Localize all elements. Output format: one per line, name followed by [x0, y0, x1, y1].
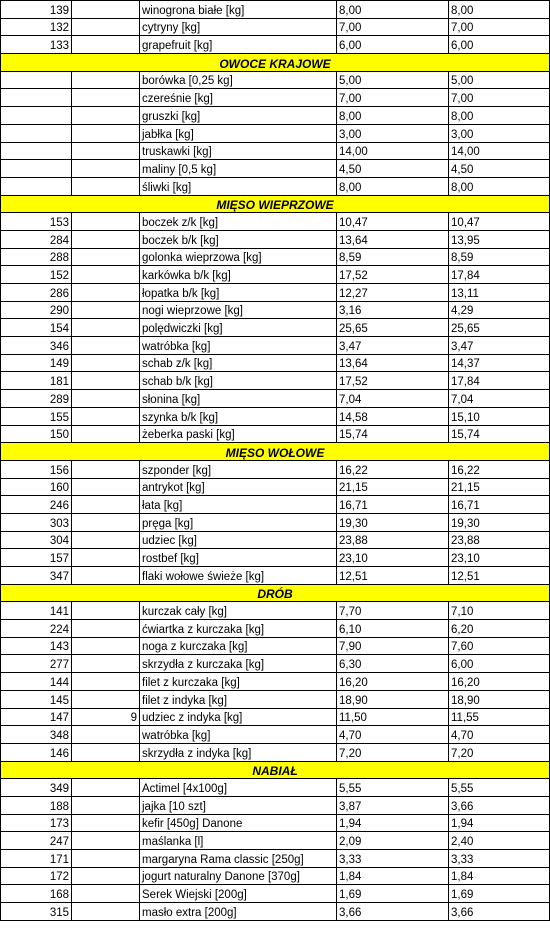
product-id-cell: 188 — [1, 796, 72, 814]
price-old-cell: 12,27 — [337, 284, 449, 302]
product-name-cell: karkówka b/k [kg] — [140, 266, 337, 284]
price-old-cell: 7,70 — [337, 602, 449, 620]
price-old-cell: 23,88 — [337, 531, 449, 549]
product-id-cell: 155 — [1, 407, 72, 425]
product-name-cell: winogrona białe [kg] — [140, 1, 337, 19]
product-code-cell — [72, 18, 140, 36]
price-old-cell: 7,90 — [337, 637, 449, 655]
product-id-cell: 149 — [1, 354, 72, 372]
price-old-cell: 8,59 — [337, 248, 449, 266]
price-new-cell: 7,00 — [449, 18, 550, 36]
product-code-cell — [72, 726, 140, 744]
product-id-cell: 246 — [1, 496, 72, 514]
table-row — [1, 354, 550, 372]
price-old-cell: 10,47 — [337, 213, 449, 231]
table-row — [1, 620, 550, 638]
category-header: NABIAŁ — [1, 761, 550, 779]
price-old-cell: 3,00 — [337, 124, 449, 142]
table-row — [1, 160, 550, 178]
product-name-cell: schab z/k [kg] — [140, 354, 337, 372]
product-name-cell: maślanka [l] — [140, 832, 337, 850]
category-header: OWOCE KRAJOWE — [1, 54, 550, 72]
product-id-cell — [1, 160, 72, 178]
product-name-cell: jabłka [kg] — [140, 124, 337, 142]
table-row — [1, 903, 550, 921]
table-row — [1, 743, 550, 761]
price-new-cell: 13,95 — [449, 230, 550, 248]
product-id-cell: 132 — [1, 18, 72, 36]
table-row — [1, 107, 550, 125]
product-name-cell: truskawki [kg] — [140, 142, 337, 160]
table-row — [1, 18, 550, 36]
product-name-cell: udziec z indyka [kg] — [140, 708, 337, 726]
price-old-cell: 16,22 — [337, 460, 449, 478]
price-old-cell: 1,94 — [337, 814, 449, 832]
product-id-cell — [1, 71, 72, 89]
product-code-cell — [72, 425, 140, 443]
price-new-cell: 16,20 — [449, 673, 550, 691]
price-old-cell: 1,69 — [337, 885, 449, 903]
product-code-cell — [72, 230, 140, 248]
product-code-cell — [72, 248, 140, 266]
product-code-cell — [72, 620, 140, 638]
price-old-cell: 8,00 — [337, 1, 449, 19]
product-code-cell — [72, 779, 140, 797]
product-name-cell: kurczak cały [kg] — [140, 602, 337, 620]
product-code-cell — [72, 673, 140, 691]
price-new-cell: 6,20 — [449, 620, 550, 638]
price-old-cell: 14,00 — [337, 142, 449, 160]
table-row — [1, 230, 550, 248]
product-name-cell: schab b/k [kg] — [140, 372, 337, 390]
product-code-cell — [72, 690, 140, 708]
product-name-cell: pręga [kg] — [140, 513, 337, 531]
table-row — [1, 89, 550, 107]
price-new-cell: 15,74 — [449, 425, 550, 443]
product-id-cell: 153 — [1, 213, 72, 231]
product-name-cell: polędwiczki [kg] — [140, 319, 337, 337]
product-code-cell — [72, 284, 140, 302]
table-row — [1, 832, 550, 850]
table-row — [1, 36, 550, 54]
product-id-cell: 284 — [1, 230, 72, 248]
product-id-cell: 277 — [1, 655, 72, 673]
product-name-cell: maliny [0,5 kg] — [140, 160, 337, 178]
product-code-cell — [72, 549, 140, 567]
price-new-cell: 14,00 — [449, 142, 550, 160]
product-code-cell — [72, 213, 140, 231]
product-code-cell — [72, 372, 140, 390]
price-old-cell: 6,30 — [337, 655, 449, 673]
product-code-cell — [72, 124, 140, 142]
price-new-cell: 10,47 — [449, 213, 550, 231]
price-new-cell: 3,66 — [449, 796, 550, 814]
product-code-cell — [72, 301, 140, 319]
table-row — [1, 513, 550, 531]
product-name-cell: watróbka [kg] — [140, 337, 337, 355]
product-name-cell: flaki wołowe świeże [kg] — [140, 567, 337, 585]
table-row — [1, 124, 550, 142]
product-id-cell: 173 — [1, 814, 72, 832]
product-id-cell: 150 — [1, 425, 72, 443]
category-header-row — [1, 195, 550, 213]
product-code-cell — [72, 36, 140, 54]
product-code-cell — [72, 567, 140, 585]
price-new-cell: 7,10 — [449, 602, 550, 620]
price-old-cell: 7,20 — [337, 743, 449, 761]
price-old-cell: 2,09 — [337, 832, 449, 850]
price-new-cell: 6,00 — [449, 36, 550, 54]
category-header: DRÓB — [1, 584, 550, 602]
price-new-cell: 5,00 — [449, 71, 550, 89]
product-id-cell: 181 — [1, 372, 72, 390]
product-id-cell — [1, 107, 72, 125]
table-row — [1, 885, 550, 903]
product-name-cell: łata [kg] — [140, 496, 337, 514]
price-new-cell: 17,84 — [449, 372, 550, 390]
price-new-cell: 23,10 — [449, 549, 550, 567]
product-name-cell: śliwki [kg] — [140, 177, 337, 195]
product-id-cell: 347 — [1, 567, 72, 585]
product-id-cell: 288 — [1, 248, 72, 266]
table-row — [1, 726, 550, 744]
product-code-cell — [72, 160, 140, 178]
price-new-cell: 3,47 — [449, 337, 550, 355]
price-old-cell: 4,50 — [337, 160, 449, 178]
product-id-cell: 304 — [1, 531, 72, 549]
product-name-cell: ćwiartka z kurczaka [kg] — [140, 620, 337, 638]
category-header-row — [1, 761, 550, 779]
price-table-body — [1, 1, 550, 921]
product-code-cell — [72, 266, 140, 284]
price-new-cell: 6,00 — [449, 655, 550, 673]
product-id-cell: 348 — [1, 726, 72, 744]
product-code-cell — [72, 177, 140, 195]
product-name-cell: filet z kurczaka [kg] — [140, 673, 337, 691]
price-new-cell: 8,00 — [449, 107, 550, 125]
product-id-cell — [1, 89, 72, 107]
product-name-cell: nogi wieprzowe [kg] — [140, 301, 337, 319]
product-code-cell — [72, 655, 140, 673]
price-new-cell: 3,00 — [449, 124, 550, 142]
price-old-cell: 7,00 — [337, 89, 449, 107]
product-name-cell: kefir [450g] Danone — [140, 814, 337, 832]
product-code-cell — [72, 850, 140, 868]
product-id-cell: 143 — [1, 637, 72, 655]
product-name-cell: czereśnie [kg] — [140, 89, 337, 107]
product-id-cell: 349 — [1, 779, 72, 797]
table-row — [1, 655, 550, 673]
price-new-cell: 25,65 — [449, 319, 550, 337]
product-name-cell: Actimel [4x100g] — [140, 779, 337, 797]
table-row — [1, 549, 550, 567]
price-old-cell: 3,47 — [337, 337, 449, 355]
product-code-cell — [72, 602, 140, 620]
price-old-cell: 7,00 — [337, 18, 449, 36]
table-row — [1, 867, 550, 885]
product-code-cell — [72, 319, 140, 337]
price-new-cell: 14,37 — [449, 354, 550, 372]
table-row — [1, 301, 550, 319]
product-name-cell: Serek Wiejski [200g] — [140, 885, 337, 903]
price-new-cell: 1,84 — [449, 867, 550, 885]
price-old-cell: 3,33 — [337, 850, 449, 868]
price-old-cell: 13,64 — [337, 230, 449, 248]
table-row — [1, 213, 550, 231]
price-old-cell: 18,90 — [337, 690, 449, 708]
product-id-cell: 172 — [1, 867, 72, 885]
table-row — [1, 814, 550, 832]
price-old-cell: 7,04 — [337, 390, 449, 408]
category-header: MIĘSO WIEPRZOWE — [1, 195, 550, 213]
product-id-cell: 152 — [1, 266, 72, 284]
price-old-cell: 25,65 — [337, 319, 449, 337]
price-new-cell: 23,88 — [449, 531, 550, 549]
price-old-cell: 19,30 — [337, 513, 449, 531]
product-id-cell: 146 — [1, 743, 72, 761]
price-new-cell: 1,94 — [449, 814, 550, 832]
product-id-cell: 346 — [1, 337, 72, 355]
table-row — [1, 337, 550, 355]
price-new-cell: 16,71 — [449, 496, 550, 514]
product-name-cell: filet z indyka [kg] — [140, 690, 337, 708]
product-name-cell: rostbef [kg] — [140, 549, 337, 567]
price-old-cell: 5,55 — [337, 779, 449, 797]
product-id-cell: 247 — [1, 832, 72, 850]
product-id-cell: 154 — [1, 319, 72, 337]
product-id-cell: 133 — [1, 36, 72, 54]
product-code-cell — [72, 637, 140, 655]
product-name-cell: watróbka [kg] — [140, 726, 337, 744]
table-row — [1, 390, 550, 408]
price-new-cell: 18,90 — [449, 690, 550, 708]
price-new-cell: 8,00 — [449, 1, 550, 19]
price-new-cell: 7,00 — [449, 89, 550, 107]
category-header-row — [1, 54, 550, 72]
price-new-cell: 4,50 — [449, 160, 550, 178]
table-row — [1, 496, 550, 514]
product-id-cell: 145 — [1, 690, 72, 708]
product-id-cell: 147 — [1, 708, 72, 726]
price-old-cell: 6,10 — [337, 620, 449, 638]
price-new-cell: 5,55 — [449, 779, 550, 797]
price-old-cell: 21,15 — [337, 478, 449, 496]
product-code-cell — [72, 1, 140, 19]
product-id-cell: 139 — [1, 1, 72, 19]
table-row — [1, 460, 550, 478]
price-new-cell: 8,59 — [449, 248, 550, 266]
price-new-cell: 17,84 — [449, 266, 550, 284]
product-id-cell: 157 — [1, 549, 72, 567]
table-row — [1, 690, 550, 708]
product-code-cell — [72, 885, 140, 903]
price-old-cell: 6,00 — [337, 36, 449, 54]
product-code-cell — [72, 390, 140, 408]
product-code-cell — [72, 867, 140, 885]
price-new-cell: 7,20 — [449, 743, 550, 761]
price-new-cell: 4,29 — [449, 301, 550, 319]
product-code-cell — [72, 796, 140, 814]
product-code-cell — [72, 478, 140, 496]
table-row — [1, 779, 550, 797]
table-row — [1, 142, 550, 160]
product-id-cell: 160 — [1, 478, 72, 496]
product-id-cell: 315 — [1, 903, 72, 921]
product-code-cell — [72, 832, 140, 850]
product-id-cell: 168 — [1, 885, 72, 903]
product-name-cell: borówka [0,25 kg] — [140, 71, 337, 89]
product-code-cell — [72, 71, 140, 89]
table-row — [1, 248, 550, 266]
product-name-cell: skrzydła z indyka [kg] — [140, 743, 337, 761]
price-old-cell: 8,00 — [337, 107, 449, 125]
price-old-cell: 17,52 — [337, 372, 449, 390]
product-code-cell — [72, 107, 140, 125]
price-old-cell: 23,10 — [337, 549, 449, 567]
product-code-cell — [72, 354, 140, 372]
product-id-cell: 289 — [1, 390, 72, 408]
price-new-cell: 1,69 — [449, 885, 550, 903]
product-code-cell: 9 — [72, 708, 140, 726]
product-id-cell: 144 — [1, 673, 72, 691]
product-name-cell: cytryny [kg] — [140, 18, 337, 36]
price-old-cell: 11,50 — [337, 708, 449, 726]
product-name-cell: szynka b/k [kg] — [140, 407, 337, 425]
product-code-cell — [72, 89, 140, 107]
product-name-cell: skrzydła z kurczaka [kg] — [140, 655, 337, 673]
product-code-cell — [72, 903, 140, 921]
category-header-row — [1, 443, 550, 461]
product-name-cell: żeberka paski [kg] — [140, 425, 337, 443]
product-code-cell — [72, 142, 140, 160]
product-name-cell: udziec [kg] — [140, 531, 337, 549]
product-id-cell — [1, 142, 72, 160]
price-old-cell: 12,51 — [337, 567, 449, 585]
product-code-cell — [72, 814, 140, 832]
product-code-cell — [72, 337, 140, 355]
price-new-cell: 3,66 — [449, 903, 550, 921]
price-new-cell: 15,10 — [449, 407, 550, 425]
table-row — [1, 796, 550, 814]
table-row — [1, 531, 550, 549]
product-name-cell: szponder [kg] — [140, 460, 337, 478]
table-row — [1, 602, 550, 620]
product-name-cell: boczek z/k [kg] — [140, 213, 337, 231]
product-name-cell: łopatka b/k [kg] — [140, 284, 337, 302]
product-name-cell: grapefruit [kg] — [140, 36, 337, 54]
price-new-cell: 11,55 — [449, 708, 550, 726]
table-row — [1, 673, 550, 691]
price-old-cell: 4,70 — [337, 726, 449, 744]
price-old-cell: 16,71 — [337, 496, 449, 514]
price-old-cell: 8,00 — [337, 177, 449, 195]
price-old-cell: 3,16 — [337, 301, 449, 319]
price-new-cell: 8,00 — [449, 177, 550, 195]
product-name-cell: jogurt naturalny Danone [370g] — [140, 867, 337, 885]
price-old-cell: 1,84 — [337, 867, 449, 885]
price-new-cell: 16,22 — [449, 460, 550, 478]
product-id-cell: 303 — [1, 513, 72, 531]
table-row — [1, 319, 550, 337]
price-new-cell: 19,30 — [449, 513, 550, 531]
product-code-cell — [72, 513, 140, 531]
table-row — [1, 284, 550, 302]
price-new-cell: 7,04 — [449, 390, 550, 408]
product-name-cell: gruszki [kg] — [140, 107, 337, 125]
price-new-cell: 3,33 — [449, 850, 550, 868]
price-old-cell: 14,58 — [337, 407, 449, 425]
table-row — [1, 1, 550, 19]
product-id-cell: 141 — [1, 602, 72, 620]
product-id-cell: 171 — [1, 850, 72, 868]
table-row — [1, 372, 550, 390]
table-row — [1, 637, 550, 655]
price-new-cell: 21,15 — [449, 478, 550, 496]
product-name-cell: masło extra [200g] — [140, 903, 337, 921]
price-old-cell: 17,52 — [337, 266, 449, 284]
price-new-cell: 7,60 — [449, 637, 550, 655]
table-row — [1, 478, 550, 496]
product-name-cell: boczek b/k [kg] — [140, 230, 337, 248]
price-old-cell: 5,00 — [337, 71, 449, 89]
product-name-cell: golonka wieprzowa [kg] — [140, 248, 337, 266]
product-code-cell — [72, 407, 140, 425]
product-name-cell: margaryna Rama classic [250g] — [140, 850, 337, 868]
price-new-cell: 13,11 — [449, 284, 550, 302]
price-old-cell: 15,74 — [337, 425, 449, 443]
table-row — [1, 850, 550, 868]
product-name-cell: słonina [kg] — [140, 390, 337, 408]
table-row — [1, 567, 550, 585]
price-old-cell: 3,66 — [337, 903, 449, 921]
price-new-cell: 12,51 — [449, 567, 550, 585]
product-code-cell — [72, 496, 140, 514]
product-id-cell: 290 — [1, 301, 72, 319]
category-header-row — [1, 584, 550, 602]
price-old-cell: 16,20 — [337, 673, 449, 691]
product-code-cell — [72, 743, 140, 761]
product-id-cell — [1, 124, 72, 142]
product-name-cell: noga z kurczaka [kg] — [140, 637, 337, 655]
product-name-cell: jajka [10 szt] — [140, 796, 337, 814]
table-row — [1, 266, 550, 284]
product-id-cell: 224 — [1, 620, 72, 638]
price-new-cell: 4,70 — [449, 726, 550, 744]
product-code-cell — [72, 531, 140, 549]
price-old-cell: 3,87 — [337, 796, 449, 814]
table-row — [1, 407, 550, 425]
price-old-cell: 13,64 — [337, 354, 449, 372]
product-code-cell — [72, 460, 140, 478]
table-row — [1, 177, 550, 195]
product-id-cell — [1, 177, 72, 195]
product-name-cell: antrykot [kg] — [140, 478, 337, 496]
product-id-cell: 286 — [1, 284, 72, 302]
category-header: MIĘSO WOŁOWE — [1, 443, 550, 461]
price-new-cell: 2,40 — [449, 832, 550, 850]
table-row — [1, 71, 550, 89]
table-row — [1, 425, 550, 443]
product-id-cell: 156 — [1, 460, 72, 478]
table-row — [1, 708, 550, 726]
